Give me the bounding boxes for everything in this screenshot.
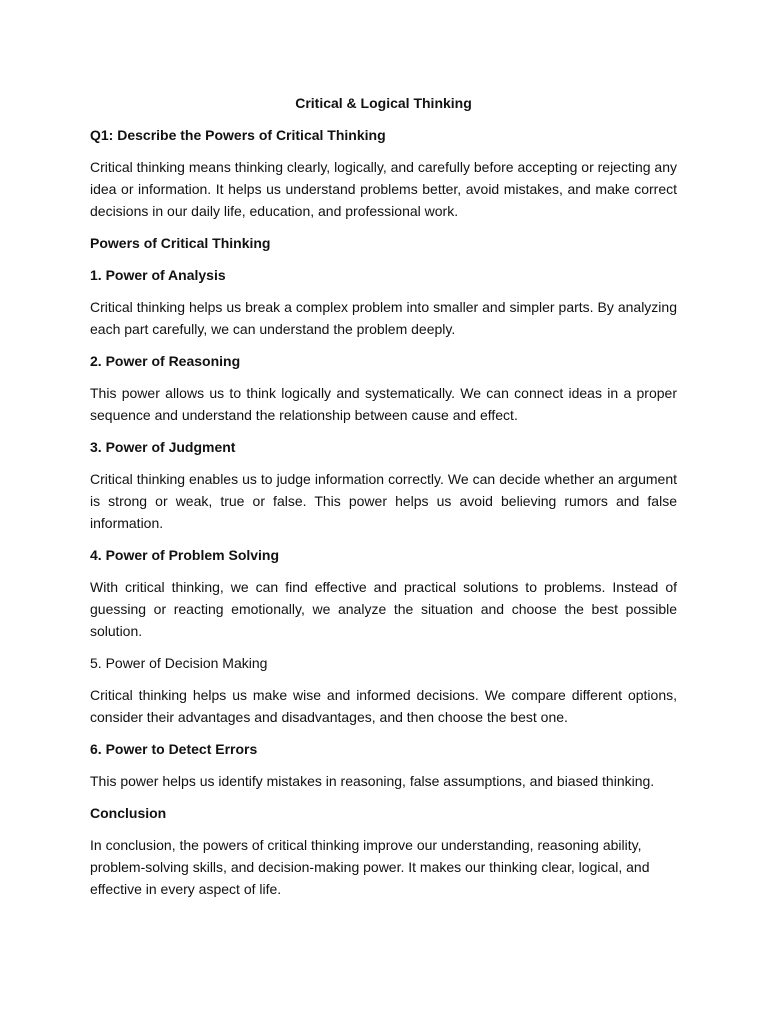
section-heading-reasoning: 2. Power of Reasoning: [90, 353, 241, 369]
conclusion-heading: Conclusion: [90, 805, 167, 821]
document-content: [90, 92, 677, 910]
section-body-reasoning: This power allows us to think logically and systematically. We can connect ideas in a proper sequence and understand the relationship between cause and effect.: [90, 385, 677, 423]
section-body-detect-errors: This power helps us identify mistakes in reasoning, false assumptions, and biased thinking.: [90, 773, 655, 789]
powers-heading: Powers of Critical Thinking: [90, 235, 271, 251]
section-body-judgment: Critical thinking enables us to judge information correctly. We can decide whether an argument is strong or weak, true or false. This power helps us avoid believing rumors and false information.: [90, 471, 677, 531]
intro-paragraph: Critical thinking means thinking clearly, logically, and carefully before accepting or rejecting any idea or information. It helps us understand problems better, avoid mistakes, and make correct decisions in our daily life, education, and professional work.: [90, 159, 677, 219]
section-heading-decision-making: 5. Power of Decision Making: [90, 655, 268, 671]
document-title: Critical & Logical Thinking: [295, 95, 472, 111]
conclusion-paragraph: In conclusion, the powers of critical thinking improve our understanding, reasoning ability, problem-solving skills, and decision-making power. It makes our thinking clear, logical, and effective in every aspect of life.: [90, 837, 650, 897]
question-heading: Q1: Describe the Powers of Critical Thinking: [90, 127, 386, 143]
section-heading-detect-errors: 6. Power to Detect Errors: [90, 741, 258, 757]
section-heading-problem-solving: 4. Power of Problem Solving: [90, 547, 280, 563]
section-body-analysis: Critical thinking helps us break a complex problem into smaller and simpler parts. By analyzing each part carefully, we can understand the problem deeply.: [90, 299, 677, 337]
section-heading-judgment: 3. Power of Judgment: [90, 439, 236, 455]
section-heading-analysis: 1. Power of Analysis: [90, 267, 226, 283]
section-body-problem-solving: With critical thinking, we can find effective and practical solutions to problems. Instead of guessing or reacting emotionally, we analyze the situation and choose the best possible solution.: [90, 579, 677, 639]
section-body-decision-making: Critical thinking helps us make wise and informed decisions. We compare different options, consider their advantages and disadvantages, and then choose the best one.: [90, 687, 677, 725]
